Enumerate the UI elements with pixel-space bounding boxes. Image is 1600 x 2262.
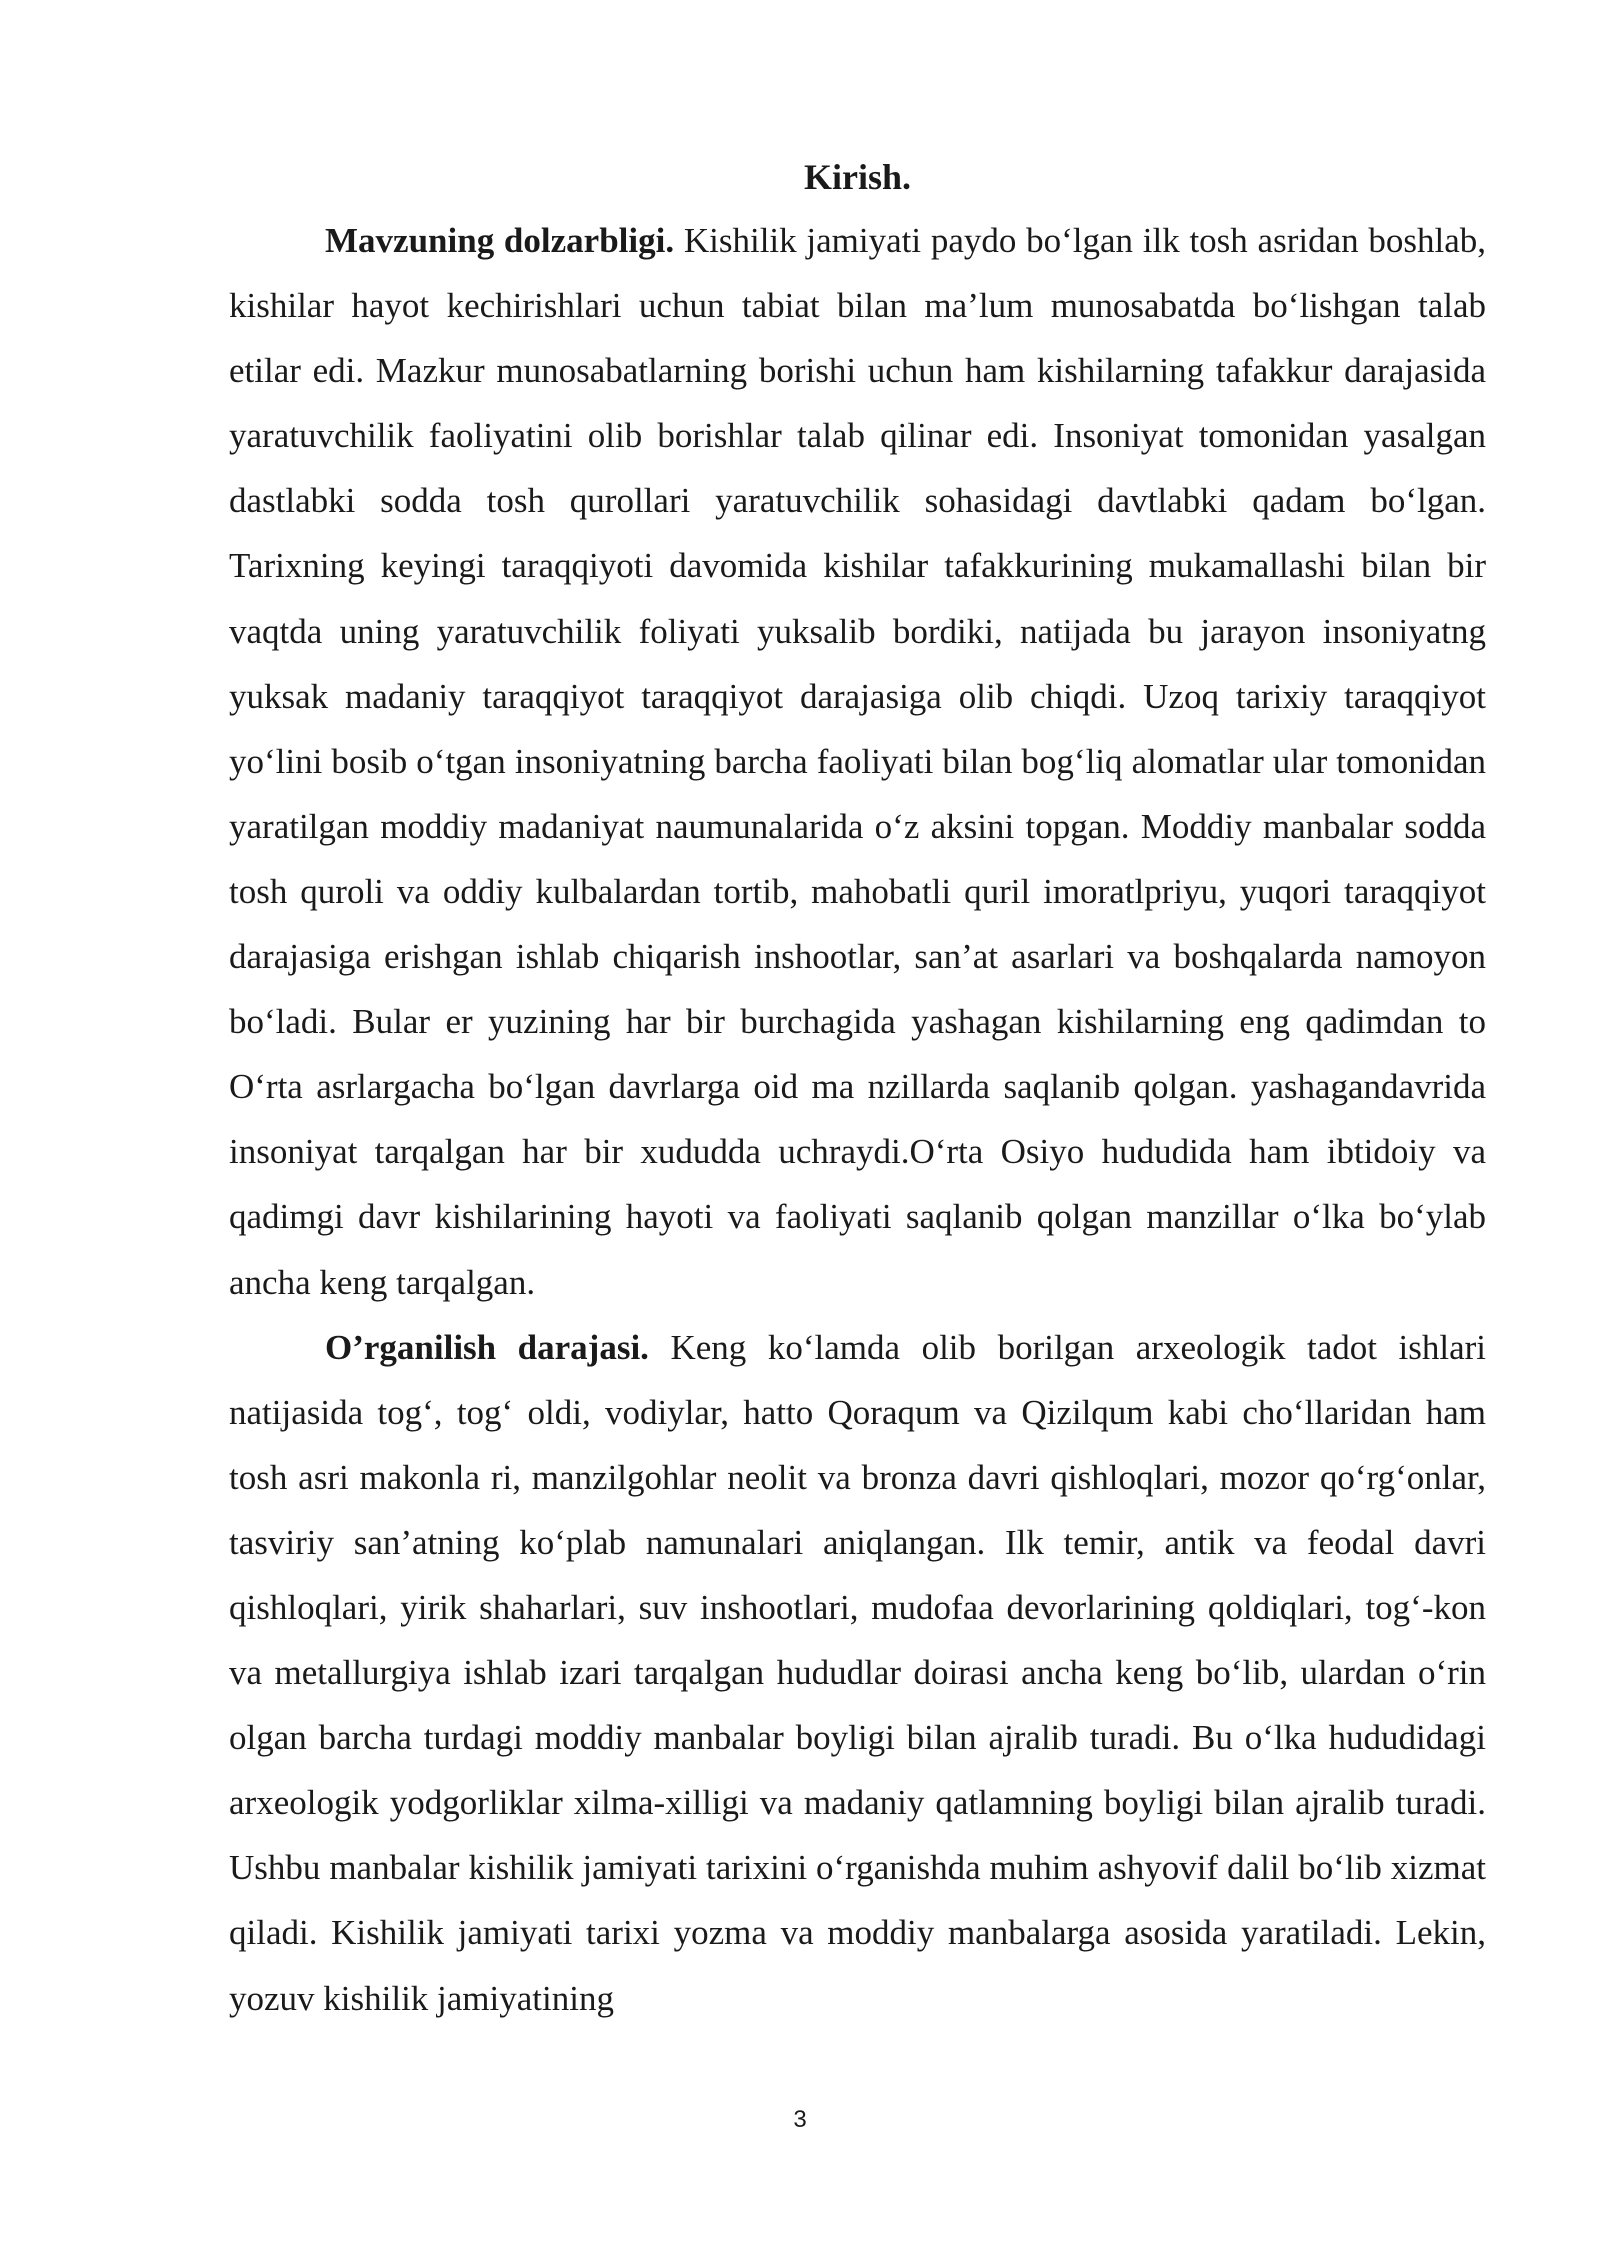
page-number: 3 — [793, 2106, 807, 2133]
paragraph-relevance — [229, 208, 1486, 1315]
paragraph-text-relevance: Kishilik jamiyati paydo bo‘lgan ilk tosh asridan boshlab, kishilar hayot kechirishlari uchun tabiat bilan ma’lum munosabatda bo‘lishgan talab etilar edi. Mazkur munosabatlarning borishi uchun ham kishilarning tafakkur darajasida yaratuvchilik faoliyatini olib borishlar talab qilinar edi. Insoniyat tomonidan yasalgan dastlabki sodda tosh qurollari yaratuvchilik sohasidagi davtlabki qadam bo‘lgan. Tarixning keyingi taraqqiyoti davomida kishilar tafakkurining mukamallashi bilan bir vaqtda uning yaratuvchilik foliyati yuksalib bordiki, natijada bu jarayon insoniyatng yuksak madaniy taraqqiyot taraqqiyot darajasiga olib chiqdi. Uzoq tarixiy taraqqiyot yo‘lini bosib o‘tgan insoniyatning barcha faoliyati bilan bog‘liq alomatlar ular tomonidan yaratilgan moddiy madaniyat naumunalarida o‘z aksini topgan. Moddiy manbalar sodda tosh quroli va oddiy kulbalardan tortib, mahobatli quril imoratlpriyu, yuqori taraqqiyot darajasiga erishgan ishlab chiqarish inshootlar, san’at asarlari va boshqalarda namoyon bo‘ladi. Bular er yuzining har bir burchagida yashagan kishilarning eng qadimdan to O‘rta asrlargacha bo‘lgan davrlarga oid ma nzillarda saqlanib qolgan. yashagandavrida insoniyat tarqalgan har bir xududda uchraydi.O‘rta Osiyo hududida ham ibtidoiy va qadimgi davr kishilarining hayoti va faoliyati saqlanib qolgan manzillar o‘lka bo‘ylab ancha keng tarqalgan. — [229, 221, 1486, 1302]
paragraph-study-level — [229, 1315, 1486, 2031]
paragraph-heading-study-level: O’rganilish darajasi. — [325, 1327, 649, 1367]
document-title: Kirish. — [803, 157, 911, 197]
paragraph-text-study-level: Keng ko‘lamda olib borilgan arxeologik tadot ishlari natijasida tog‘, tog‘ oldi, vodiylar, hatto Qoraqum va Qizilqum kabi cho‘llaridan ham tosh asri makonla ri, manzilgohlar neolit va bronza davri qishloqlari, mozor qo‘rg‘onlar, tasviriy san’atning ko‘plab namunalari aniqlangan. Ilk temir, antik va feodal davri qishloqlari, yirik shaharlari, suv inshootlari, mudofaa devorlarining qoldiqlari, tog‘-kon va metallurgiya ishlab izari tarqalgan hududlar doirasi ancha keng bo‘lib, ulardan o‘rin olgan barcha turdagi moddiy manbalar boyligi bilan ajralib turadi. Bu o‘lka hududidagi arxeologik yodgorliklar xilma-xilligi va madaniy qatlamning boyligi bilan ajralib turadi. Ushbu manbalar kishilik jamiyati tarixini o‘rganishda muhim ashyovif dalil bo‘lib xizmat qiladi. Kishilik jamiyati tarixi yozma va moddiy manbalarga asosida yaratiladi. Lekin, yozuv kishilik jamiyatining — [229, 1327, 1487, 2018]
document-page — [229, 150, 1486, 2031]
paragraph-heading-relevance: Mavzuning dolzarbligi. — [325, 221, 675, 260]
